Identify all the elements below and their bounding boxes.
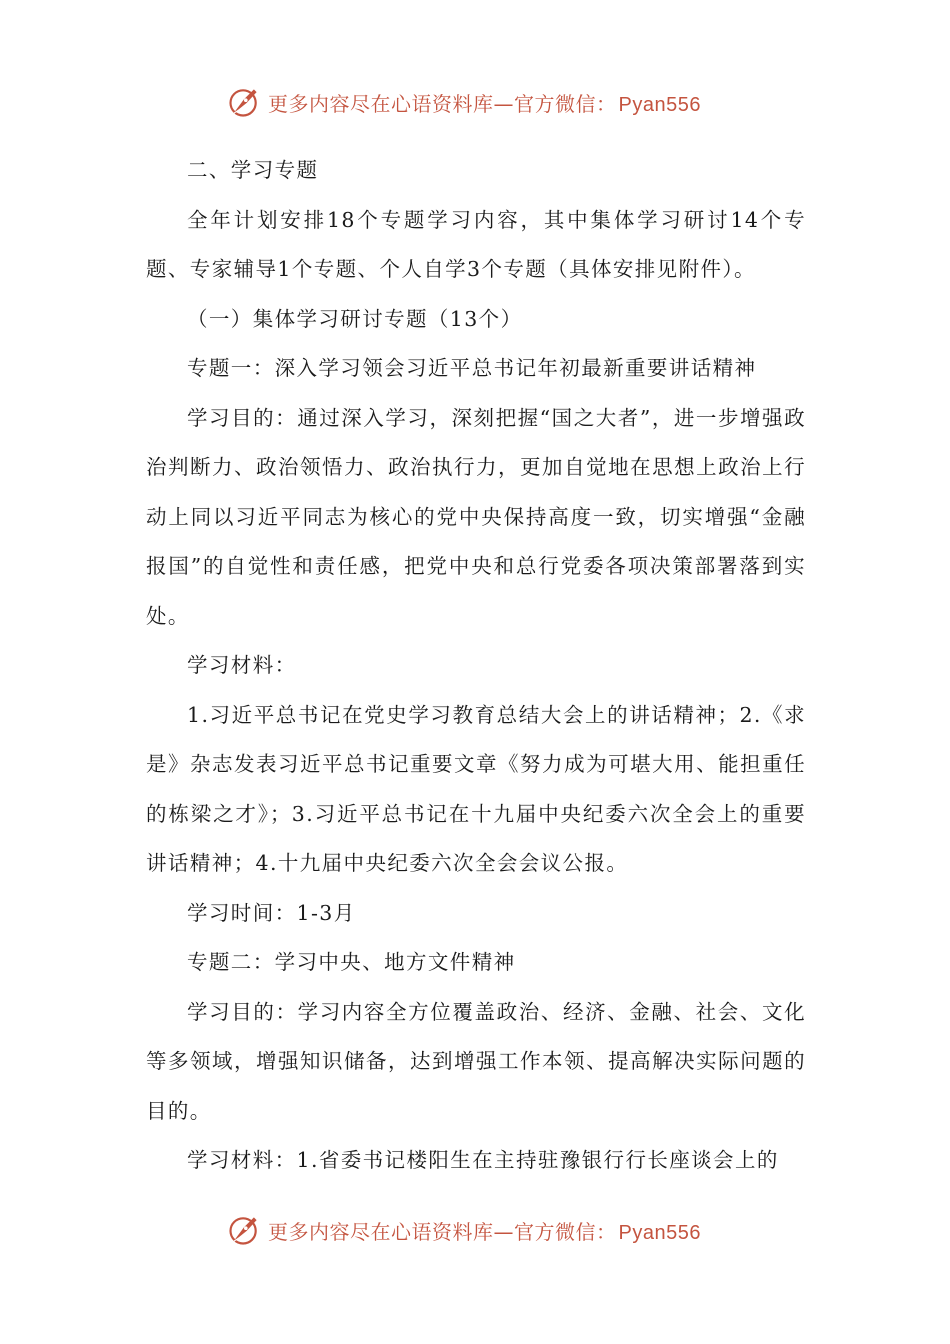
topic-title: 专题一：深入学习领会习近平总书记年初最新重要讲话精神 (187, 356, 757, 380)
banner-slogan: 更多内容尽在心语资料库—官方微信： (268, 91, 617, 116)
header-banner (226, 82, 746, 122)
paragraph: 学习材料：1.省委书记楼阳生在主持驻豫银行行长座谈会上的 (187, 1148, 779, 1172)
paragraph: 1.习近平总书记在党史学习教育总结大会上的讲话精神；2.《求是》杂志发表习近平总书记重要文章《努力成为可堪大用、能担重任的栋梁之才》；3.习近平总书记在十九届中央纪委六次全会上的重要讲话精神；4.十九届中央纪委六次全会会议公报。 (146, 702, 806, 875)
banner-text (268, 88, 701, 117)
pen-nib-logo-icon (226, 1212, 262, 1248)
section-heading: 二、学习专题 (187, 158, 319, 182)
paragraph: 学习时间：1-3月 (187, 900, 356, 925)
pen-nib-logo-icon (226, 84, 262, 120)
paragraph: 学习目的：通过深入学习，深刻把握“国之大者”，进一步增强政治判断力、政治领悟力、政治执行力，更加自觉地在思想上政治上行动上同以习近平同志为核心的党中央保持高度一致，切实增强“金融报国”的自觉性和责任感，把党中央和总行党委各项决策部署落到实处。 (146, 405, 806, 628)
banner-slogan: 更多内容尽在心语资料库—官方微信： (268, 1219, 617, 1244)
banner-wechat-id: Pyan556 (618, 93, 701, 116)
paragraph: 全年计划安排18个专题学习内容，其中集体学习研讨14个专题、专家辅导1个专题、个人自学3个专题（具体安排见附件）。 (146, 207, 806, 281)
footer-banner (226, 1210, 746, 1250)
banner-text (268, 1216, 701, 1245)
banner-wechat-id: Pyan556 (618, 1221, 701, 1244)
subsection-heading: （一）集体学习研讨专题（13个） (187, 306, 523, 331)
paragraph: 学习目的：学习内容全方位覆盖政治、经济、金融、社会、文化等多领域，增强知识储备，达到增强工作本领、提高解决实际问题的目的。 (146, 999, 806, 1123)
topic-title: 专题二：学习中央、地方文件精神 (187, 950, 516, 974)
document-body (146, 146, 806, 1186)
paragraph: 学习材料： (187, 653, 297, 677)
